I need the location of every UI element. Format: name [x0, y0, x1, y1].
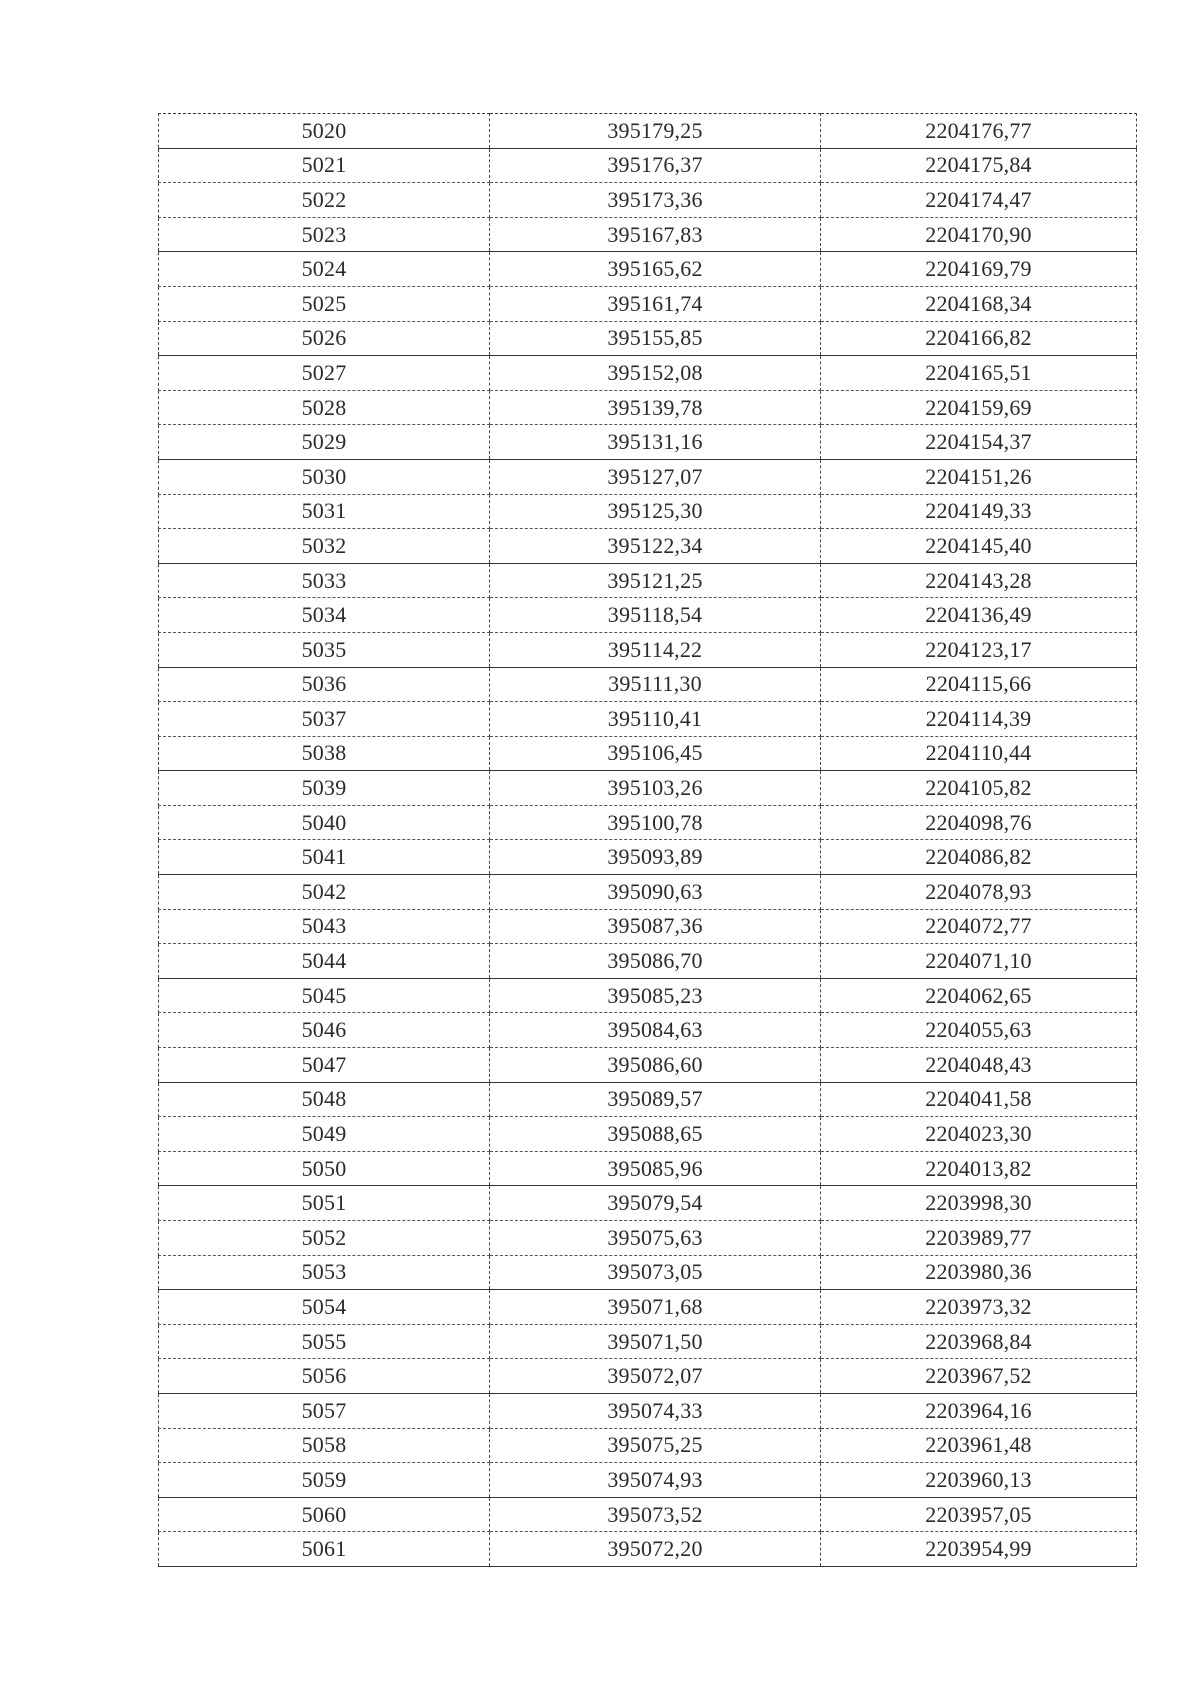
point-number-cell: 5029: [159, 425, 490, 460]
point-number-cell: 5040: [159, 805, 490, 840]
x-coordinate-cell: 395155,85: [490, 321, 821, 356]
table-row: [159, 321, 1137, 356]
x-coordinate-cell: 395085,96: [490, 1151, 821, 1186]
y-coordinate-cell: 2204168,34: [821, 286, 1137, 321]
y-coordinate-cell: 2204159,69: [821, 390, 1137, 425]
point-number-cell: 5038: [159, 736, 490, 771]
y-coordinate-cell: 2204086,82: [821, 840, 1137, 875]
x-coordinate-cell: 395103,26: [490, 771, 821, 806]
x-coordinate-cell: 395086,70: [490, 944, 821, 979]
y-coordinate-cell: 2204165,51: [821, 356, 1137, 391]
point-number-cell: 5051: [159, 1186, 490, 1221]
table-row: [159, 632, 1137, 667]
y-coordinate-cell: 2204169,79: [821, 252, 1137, 287]
table-row: [159, 563, 1137, 598]
x-coordinate-cell: 395118,54: [490, 598, 821, 633]
x-coordinate-cell: 395084,63: [490, 1013, 821, 1048]
table-row: [159, 909, 1137, 944]
table-row: [159, 114, 1137, 149]
point-number-cell: 5037: [159, 702, 490, 737]
x-coordinate-cell: 395125,30: [490, 494, 821, 529]
x-coordinate-cell: 395089,57: [490, 1082, 821, 1117]
point-number-cell: 5026: [159, 321, 490, 356]
x-coordinate-cell: 395085,23: [490, 978, 821, 1013]
point-number-cell: 5057: [159, 1393, 490, 1428]
x-coordinate-cell: 395072,20: [490, 1532, 821, 1567]
y-coordinate-cell: 2204048,43: [821, 1048, 1137, 1083]
x-coordinate-cell: 395071,50: [490, 1324, 821, 1359]
y-coordinate-cell: 2204110,44: [821, 736, 1137, 771]
y-coordinate-cell: 2203954,99: [821, 1532, 1137, 1567]
table-row: [159, 1013, 1137, 1048]
table-row: [159, 598, 1137, 633]
y-coordinate-cell: 2203973,32: [821, 1290, 1137, 1325]
point-number-cell: 5024: [159, 252, 490, 287]
table-row: [159, 252, 1137, 287]
x-coordinate-cell: 395100,78: [490, 805, 821, 840]
x-coordinate-cell: 395111,30: [490, 667, 821, 702]
table-row: [159, 425, 1137, 460]
point-number-cell: 5023: [159, 217, 490, 252]
y-coordinate-cell: 2204071,10: [821, 944, 1137, 979]
table-row: [159, 978, 1137, 1013]
table-row: [159, 1393, 1137, 1428]
coordinates-table: [158, 113, 1137, 1567]
y-coordinate-cell: 2203989,77: [821, 1221, 1137, 1256]
x-coordinate-cell: 395087,36: [490, 909, 821, 944]
table-row: [159, 1048, 1137, 1083]
y-coordinate-cell: 2204149,33: [821, 494, 1137, 529]
x-coordinate-cell: 395114,22: [490, 632, 821, 667]
table-row: [159, 1324, 1137, 1359]
table-row: [159, 1255, 1137, 1290]
table-row: [159, 702, 1137, 737]
y-coordinate-cell: 2204170,90: [821, 217, 1137, 252]
x-coordinate-cell: 395088,65: [490, 1117, 821, 1152]
y-coordinate-cell: 2204176,77: [821, 114, 1137, 149]
table-row: [159, 944, 1137, 979]
x-coordinate-cell: 395090,63: [490, 875, 821, 910]
table-row: [159, 148, 1137, 183]
x-coordinate-cell: 395071,68: [490, 1290, 821, 1325]
table-row: [159, 390, 1137, 425]
y-coordinate-cell: 2204154,37: [821, 425, 1137, 460]
y-coordinate-cell: 2204114,39: [821, 702, 1137, 737]
table-row: [159, 1359, 1137, 1394]
table-row: [159, 356, 1137, 391]
point-number-cell: 5036: [159, 667, 490, 702]
point-number-cell: 5055: [159, 1324, 490, 1359]
y-coordinate-cell: 2204041,58: [821, 1082, 1137, 1117]
x-coordinate-cell: 395075,25: [490, 1428, 821, 1463]
y-coordinate-cell: 2203960,13: [821, 1463, 1137, 1498]
x-coordinate-cell: 395106,45: [490, 736, 821, 771]
point-number-cell: 5030: [159, 459, 490, 494]
point-number-cell: 5025: [159, 286, 490, 321]
y-coordinate-cell: 2204023,30: [821, 1117, 1137, 1152]
table-row: [159, 286, 1137, 321]
table-row: [159, 875, 1137, 910]
table-row: [159, 183, 1137, 218]
point-number-cell: 5027: [159, 356, 490, 391]
point-number-cell: 5053: [159, 1255, 490, 1290]
table-row: [159, 1290, 1137, 1325]
y-coordinate-cell: 2203961,48: [821, 1428, 1137, 1463]
table-row: [159, 805, 1137, 840]
x-coordinate-cell: 395073,05: [490, 1255, 821, 1290]
x-coordinate-cell: 395122,34: [490, 529, 821, 564]
y-coordinate-cell: 2203968,84: [821, 1324, 1137, 1359]
table-row: [159, 1186, 1137, 1221]
point-number-cell: 5039: [159, 771, 490, 806]
y-coordinate-cell: 2204115,66: [821, 667, 1137, 702]
table-row: [159, 736, 1137, 771]
point-number-cell: 5045: [159, 978, 490, 1013]
point-number-cell: 5052: [159, 1221, 490, 1256]
x-coordinate-cell: 395110,41: [490, 702, 821, 737]
x-coordinate-cell: 395073,52: [490, 1497, 821, 1532]
point-number-cell: 5047: [159, 1048, 490, 1083]
y-coordinate-cell: 2204151,26: [821, 459, 1137, 494]
table-row: [159, 459, 1137, 494]
x-coordinate-cell: 395127,07: [490, 459, 821, 494]
table-row: [159, 1463, 1137, 1498]
x-coordinate-cell: 395161,74: [490, 286, 821, 321]
x-coordinate-cell: 395093,89: [490, 840, 821, 875]
table-row: [159, 667, 1137, 702]
table-row: [159, 1082, 1137, 1117]
point-number-cell: 5028: [159, 390, 490, 425]
x-coordinate-cell: 395079,54: [490, 1186, 821, 1221]
y-coordinate-cell: 2204123,17: [821, 632, 1137, 667]
y-coordinate-cell: 2204145,40: [821, 529, 1137, 564]
y-coordinate-cell: 2204013,82: [821, 1151, 1137, 1186]
y-coordinate-cell: 2203964,16: [821, 1393, 1137, 1428]
point-number-cell: 5059: [159, 1463, 490, 1498]
point-number-cell: 5058: [159, 1428, 490, 1463]
x-coordinate-cell: 395074,93: [490, 1463, 821, 1498]
y-coordinate-cell: 2204143,28: [821, 563, 1137, 598]
y-coordinate-cell: 2204136,49: [821, 598, 1137, 633]
point-number-cell: 5021: [159, 148, 490, 183]
y-coordinate-cell: 2203998,30: [821, 1186, 1137, 1221]
x-coordinate-cell: 395152,08: [490, 356, 821, 391]
table-row: [159, 1221, 1137, 1256]
x-coordinate-cell: 395072,07: [490, 1359, 821, 1394]
point-number-cell: 5032: [159, 529, 490, 564]
x-coordinate-cell: 395176,37: [490, 148, 821, 183]
y-coordinate-cell: 2203957,05: [821, 1497, 1137, 1532]
x-coordinate-cell: 395074,33: [490, 1393, 821, 1428]
table-row: [159, 217, 1137, 252]
y-coordinate-cell: 2204055,63: [821, 1013, 1137, 1048]
y-coordinate-cell: 2204078,93: [821, 875, 1137, 910]
point-number-cell: 5060: [159, 1497, 490, 1532]
x-coordinate-cell: 395075,63: [490, 1221, 821, 1256]
x-coordinate-cell: 395139,78: [490, 390, 821, 425]
point-number-cell: 5054: [159, 1290, 490, 1325]
x-coordinate-cell: 395179,25: [490, 114, 821, 149]
point-number-cell: 5041: [159, 840, 490, 875]
y-coordinate-cell: 2204105,82: [821, 771, 1137, 806]
table-row: [159, 1497, 1137, 1532]
point-number-cell: 5061: [159, 1532, 490, 1567]
y-coordinate-cell: 2204175,84: [821, 148, 1137, 183]
y-coordinate-cell: 2204174,47: [821, 183, 1137, 218]
point-number-cell: 5031: [159, 494, 490, 529]
point-number-cell: 5035: [159, 632, 490, 667]
x-coordinate-cell: 395131,16: [490, 425, 821, 460]
point-number-cell: 5050: [159, 1151, 490, 1186]
point-number-cell: 5042: [159, 875, 490, 910]
point-number-cell: 5056: [159, 1359, 490, 1394]
table-row: [159, 529, 1137, 564]
y-coordinate-cell: 2204098,76: [821, 805, 1137, 840]
point-number-cell: 5048: [159, 1082, 490, 1117]
x-coordinate-cell: 395086,60: [490, 1048, 821, 1083]
table-row: [159, 1428, 1137, 1463]
point-number-cell: 5034: [159, 598, 490, 633]
y-coordinate-cell: 2204166,82: [821, 321, 1137, 356]
table-row: [159, 771, 1137, 806]
point-number-cell: 5043: [159, 909, 490, 944]
table-row: [159, 1532, 1137, 1567]
x-coordinate-cell: 395121,25: [490, 563, 821, 598]
y-coordinate-cell: 2203967,52: [821, 1359, 1137, 1394]
y-coordinate-cell: 2203980,36: [821, 1255, 1137, 1290]
table-row: [159, 1151, 1137, 1186]
coordinates-table-body: [159, 114, 1137, 1567]
table-row: [159, 840, 1137, 875]
point-number-cell: 5020: [159, 114, 490, 149]
table-row: [159, 494, 1137, 529]
y-coordinate-cell: 2204072,77: [821, 909, 1137, 944]
point-number-cell: 5049: [159, 1117, 490, 1152]
table-row: [159, 1117, 1137, 1152]
x-coordinate-cell: 395173,36: [490, 183, 821, 218]
point-number-cell: 5033: [159, 563, 490, 598]
point-number-cell: 5046: [159, 1013, 490, 1048]
x-coordinate-cell: 395165,62: [490, 252, 821, 287]
x-coordinate-cell: 395167,83: [490, 217, 821, 252]
point-number-cell: 5044: [159, 944, 490, 979]
point-number-cell: 5022: [159, 183, 490, 218]
y-coordinate-cell: 2204062,65: [821, 978, 1137, 1013]
